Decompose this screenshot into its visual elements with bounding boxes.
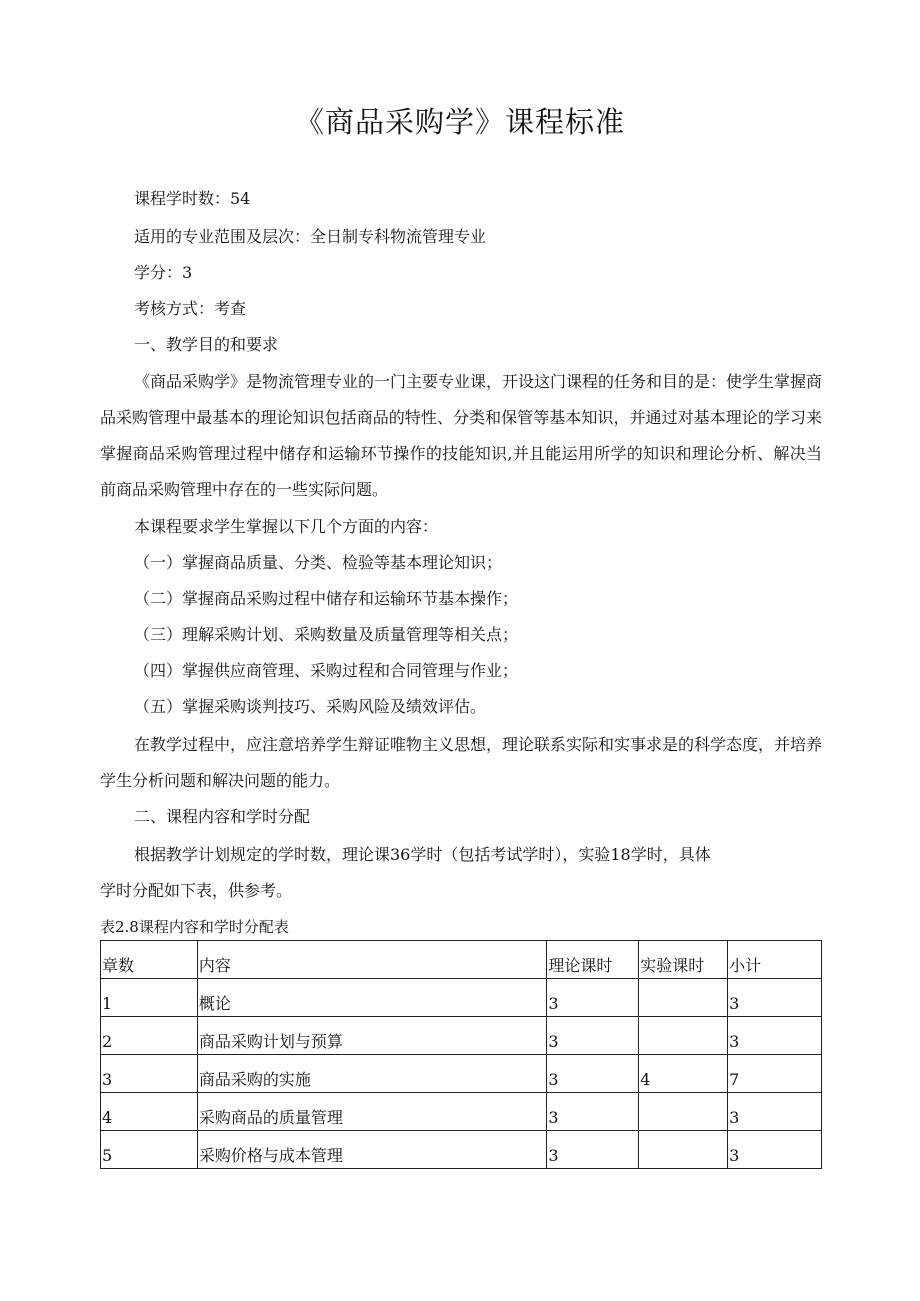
cell-content: 采购价格与成本管理 [197, 1131, 546, 1169]
table-row [101, 1017, 822, 1055]
cell-content: 商品采购计划与预算 [197, 1017, 546, 1055]
cell-theory-hours: 3 [547, 1017, 639, 1055]
requirement-item-3: （三）理解采购计划、采购数量及质量管理等相关点； [134, 625, 519, 644]
header-subtotal: 小计 [728, 941, 822, 979]
cell-chapter: 3 [101, 1055, 198, 1093]
cell-content: 商品采购的实施 [197, 1055, 546, 1093]
cell-chapter: 1 [101, 979, 198, 1017]
section-heading-allocation: 二、课程内容和学时分配 [134, 807, 311, 826]
cell-subtotal: 3 [728, 1131, 822, 1169]
credits: 学分：3 [134, 263, 193, 282]
applicable-major: 适用的专业范围及层次：全日制专科物流管理专业 [134, 227, 487, 246]
cell-lab-hours [639, 1093, 728, 1131]
table-row [101, 1055, 822, 1093]
requirement-item-5: （五）掌握采购谈判技巧、采购风险及绩效评估。 [134, 697, 487, 716]
cell-chapter: 5 [101, 1131, 198, 1169]
requirement-item-4: （四）掌握供应商管理、采购过程和合同管理与作业； [134, 661, 519, 680]
table-caption: 表2.8课程内容和学时分配表 [100, 918, 289, 936]
objectives-paragraph: 《商品采购学》是物流管理专业的一门主要专业课，开设这门课程的任务和目的是：使学生掌握商品采购管理中最基本的理论知识包括商品的特性、分类和保管等基本知识，并通过对基本理论的学习来掌握商品采购管理过程中储存和运输环节操作的技能知识,并且能运用所学的知识和理论分析、解决当前商品采购管理中存在的一些实际问题。 [100, 372, 823, 499]
cell-theory-hours: 3 [547, 1131, 639, 1169]
section-heading-objectives: 一、教学目的和要求 [134, 335, 279, 354]
cell-lab-hours [639, 979, 728, 1017]
cell-lab-hours [639, 1131, 728, 1169]
assessment-method: 考核方式：考查 [134, 299, 247, 318]
cell-content: 概论 [197, 979, 546, 1017]
document-title: 《商品采购学》课程标准 [294, 105, 625, 139]
table-row [101, 1093, 822, 1131]
cell-content: 采购商品的质量管理 [197, 1093, 546, 1131]
cell-lab-hours [639, 1017, 728, 1055]
course-hours: 课程学时数：54 [134, 189, 251, 208]
header-chapter: 章数 [101, 941, 198, 979]
cell-theory-hours: 3 [547, 1093, 639, 1131]
requirements-intro: 本课程要求学生掌握以下几个方面的内容： [134, 517, 439, 536]
header-lab-hours: 实验课时 [639, 941, 728, 979]
header-theory-hours: 理论课时 [547, 941, 639, 979]
requirement-item-2: （二）掌握商品采购过程中储存和运输环节基本操作； [134, 589, 519, 608]
cell-subtotal: 3 [728, 979, 822, 1017]
requirement-item-1: （一）掌握商品质量、分类、检验等基本理论知识； [134, 553, 503, 572]
cell-lab-hours: 4 [639, 1055, 728, 1093]
cell-theory-hours: 3 [547, 979, 639, 1017]
allocation-text-line-2: 学时分配如下表，供参考。 [100, 881, 293, 900]
allocation-text-line-1: 根据教学计划规定的学时数，理论课36学时（包括考试学时），实验18学时，具体 [134, 845, 711, 864]
cell-subtotal: 3 [728, 1017, 822, 1055]
hours-table [100, 940, 822, 1169]
teaching-paragraph: 在教学过程中，应注意培养学生辩证唯物主义思想，理论联系实际和实事求是的科学态度，并培养学生分析问题和解决问题的能力。 [100, 735, 823, 790]
cell-subtotal: 3 [728, 1093, 822, 1131]
cell-chapter: 4 [101, 1093, 198, 1131]
header-content: 内容 [197, 941, 546, 979]
cell-theory-hours: 3 [547, 1055, 639, 1093]
table-row [101, 979, 822, 1017]
table-header-row [101, 941, 822, 979]
cell-chapter: 2 [101, 1017, 198, 1055]
table-row [101, 1131, 822, 1169]
cell-subtotal: 7 [728, 1055, 822, 1093]
